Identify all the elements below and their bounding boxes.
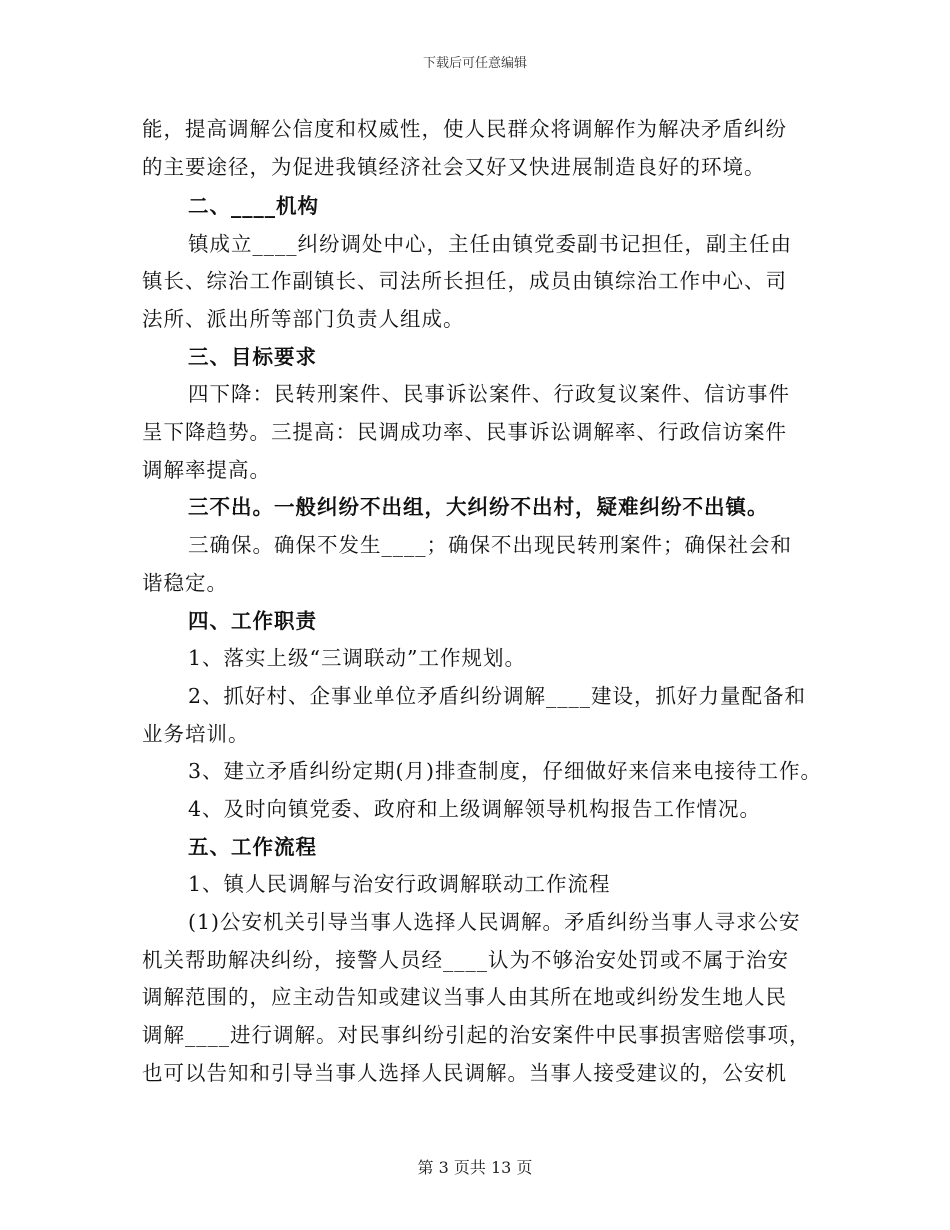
text-line: 谐稳定。 xyxy=(142,571,228,595)
text-line: 4、及时向镇党委、政府和上级调解领导机构报告工作情况。 xyxy=(188,797,762,821)
bold-paragraph: 三不出。一般纠纷不出组，大纠纷不出村，疑难纠纷不出镇。 xyxy=(188,495,769,519)
text-line: 能，提高调解公信度和权威性，使人民群众将调解作为解决矛盾纠纷 xyxy=(142,117,787,141)
text-line: 调解率提高。 xyxy=(142,458,271,482)
text-line: 2、抓好村、企事业单位矛盾纠纷调解____建设，抓好力量配备和 xyxy=(188,684,807,708)
page-footer: 第 3 页共 13 页 xyxy=(417,1158,533,1177)
section-heading: 五、工作流程 xyxy=(188,835,317,859)
text-line: 镇成立____纠纷调处中心，主任由镇党委副书记担任，副主任由 xyxy=(188,232,792,256)
section-heading: 二、____机构 xyxy=(188,194,319,218)
text-line: 调解范围的，应主动告知或建议当事人由其所在地或纠纷发生地人民 xyxy=(142,985,787,1009)
text-line: (1)公安机关引导当事人选择人民调解。矛盾纠纷当事人寻求公安 xyxy=(188,910,801,934)
text-line: 四下降：民转刑案件、民事诉讼案件、行政复议案件、信访事件 xyxy=(188,382,790,406)
text-line: 业务培训。 xyxy=(142,722,250,746)
section-heading: 三、目标要求 xyxy=(188,345,317,369)
text-line: 呈下降趋势。三提高：民调成功率、民事诉讼调解率、行政信访案件 xyxy=(142,420,787,444)
text-line: 1、落实上级“三调联动”工作规划。 xyxy=(188,646,527,670)
page-header: 下载后可任意编辑 xyxy=(422,56,527,71)
text-line: 三确保。确保不发生____；确保不出现民转刑案件；确保社会和 xyxy=(188,533,792,557)
text-line: 调解____进行调解。对民事纠纷引起的治安案件中民事损害赔偿事项， xyxy=(142,1023,811,1047)
text-line: 镇长、综治工作副镇长、司法所长担任，成员由镇综治工作中心、司 xyxy=(142,269,787,293)
text-line: 1、镇人民调解与治安行政调解联动工作流程 xyxy=(188,872,611,896)
text-line: 机关帮助解决纠纷，接警人员经____认为不够治安处罚或不属于治安 xyxy=(142,948,789,972)
text-line: 法所、派出所等部门负责人组成。 xyxy=(142,307,465,331)
text-line: 的主要途径，为促进我镇经济社会又好又快进展制造良好的环境。 xyxy=(142,155,766,179)
section-heading: 四、工作职责 xyxy=(188,609,317,633)
text-line: 3、建立矛盾纠纷定期(月)排查制度，仔细做好来信来电接待工作。 xyxy=(188,759,823,783)
text-line: 也可以告知和引导当事人选择人民调解。当事人接受建议的，公安机 xyxy=(142,1061,787,1085)
